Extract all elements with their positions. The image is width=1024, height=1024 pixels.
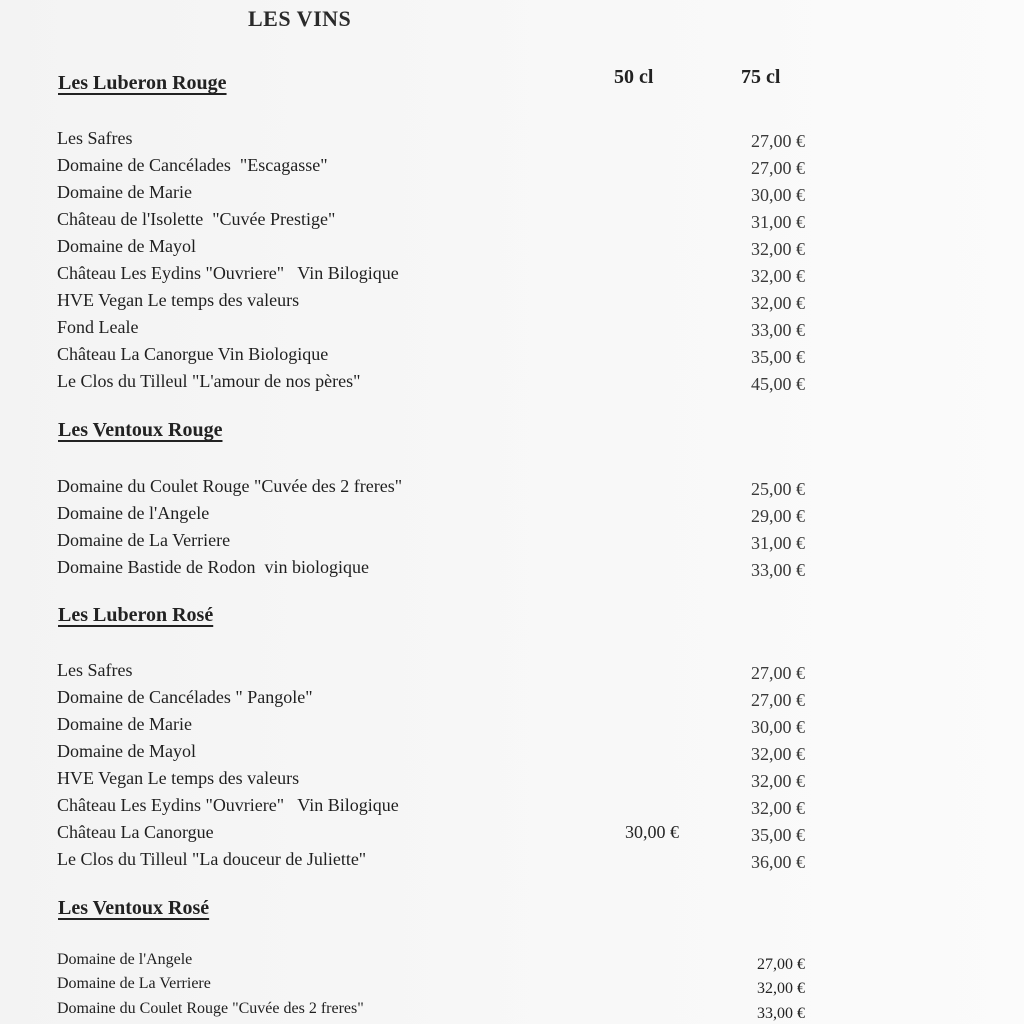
price-75cl: 32,00 € [751,266,805,286]
price-75cl: 27,00 € [757,956,805,973]
wine-row [0,768,1024,795]
wine-row [0,660,1024,687]
price-75cl: 27,00 € [751,158,805,178]
price-75cl: 33,00 € [751,320,805,340]
price-75cl: 31,00 € [751,533,805,553]
price-75cl: 27,00 € [751,690,805,710]
wine-name: Domaine de l'Angele [57,951,193,968]
wine-name: Domaine du Coulet Rouge "Cuvée des 2 freres" [57,476,403,496]
wine-row [0,687,1024,714]
wine-row [0,476,1024,503]
price-75cl: 30,00 € [751,185,805,205]
price-75cl: 32,00 € [751,771,805,791]
wine-row [0,182,1024,209]
price-75cl: 33,00 € [757,1005,805,1022]
wine-row [0,849,1024,876]
wine-name: Domaine de Marie [57,714,192,734]
wine-name: Domaine de l'Angele [57,503,210,523]
section-title: Les Luberon Rouge [58,72,227,94]
wine-name: Château La Canorgue Vin Biologique [57,344,329,364]
price-75cl: 27,00 € [751,663,805,683]
wine-name: Domaine de La Verriere [57,975,211,992]
wine-name: Les Safres [57,128,133,148]
wine-row [0,822,1024,849]
wine-row [0,714,1024,741]
price-75cl: 35,00 € [751,825,805,845]
wine-name: Château La Canorgue [57,822,214,842]
wine-name: HVE Vegan Le temps des valeurs [57,768,300,788]
price-75cl: 45,00 € [751,374,805,394]
wine-row [0,263,1024,290]
wine-row [0,290,1024,317]
price-75cl: 32,00 € [751,744,805,764]
wine-row [0,503,1024,530]
column-header-50cl: 50 cl [614,66,654,88]
wine-row [0,951,1024,978]
section-title: Les Ventoux Rosé [58,897,210,919]
wine-name: Château de l'Isolette "Cuvée Prestige" [57,209,336,229]
section-title: Les Luberon Rosé [58,604,214,626]
wine-name: Domaine de La Verriere [57,530,231,550]
wine-name: Les Safres [57,660,133,680]
column-header-75cl: 75 cl [741,66,781,88]
wine-name: Le Clos du Tilleul "La douceur de Juliette" [57,849,367,869]
wine-name: Domaine de Mayol [57,236,196,256]
wine-name: HVE Vegan Le temps des valeurs [57,290,300,310]
wine-name: Domaine de Mayol [57,741,196,761]
wine-row [0,975,1024,1002]
price-75cl: 32,00 € [751,798,805,818]
price-75cl: 36,00 € [751,852,805,872]
wine-row [0,155,1024,182]
price-75cl: 29,00 € [751,506,805,526]
wine-row [0,371,1024,398]
wine-name: Fond Leale [57,317,139,337]
wine-name: Domaine du Coulet Rouge "Cuvée des 2 freres" [57,1000,364,1017]
price-75cl: 27,00 € [751,131,805,151]
price-50cl: 30,00 € [625,822,679,842]
price-75cl: 30,00 € [751,717,805,737]
price-75cl: 32,00 € [751,293,805,313]
wine-row [0,128,1024,155]
wine-row [0,317,1024,344]
wine-name: Domaine de Marie [57,182,192,202]
wine-row [0,209,1024,236]
wine-row [0,1000,1024,1024]
wine-row [0,236,1024,263]
wine-name: Domaine de Cancélades " Pangole" [57,687,313,707]
page-title: LES VINS [248,6,352,31]
wine-name: Domaine Bastide de Rodon vin biologique [57,557,369,577]
wine-row [0,795,1024,822]
wine-row [0,344,1024,371]
wine-row [0,741,1024,768]
price-75cl: 32,00 € [751,239,805,259]
price-75cl: 33,00 € [751,560,805,580]
wine-name: Domaine de Cancélades "Escagasse" [57,155,328,175]
price-75cl: 25,00 € [751,479,805,499]
price-75cl: 32,00 € [757,980,805,997]
wine-name: Château Les Eydins "Ouvriere" Vin Bilogique [57,263,399,283]
wine-row [0,530,1024,557]
price-75cl: 35,00 € [751,347,805,367]
wine-row [0,557,1024,584]
wine-name: Château Les Eydins "Ouvriere" Vin Bilogique [57,795,399,815]
section-title: Les Ventoux Rouge [58,419,223,441]
price-75cl: 31,00 € [751,212,805,232]
wine-name: Le Clos du Tilleul "L'amour de nos pères" [57,371,361,391]
